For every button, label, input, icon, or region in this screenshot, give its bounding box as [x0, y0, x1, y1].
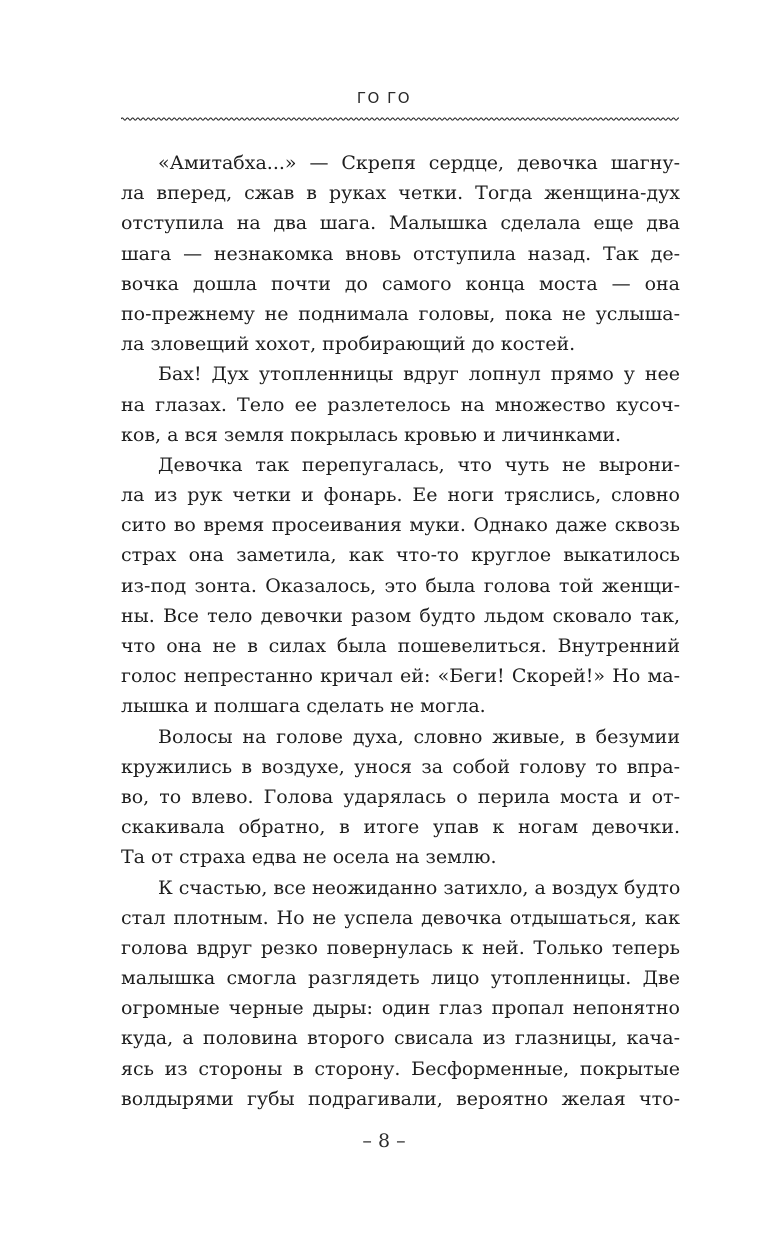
decorative-wavy-rule — [121, 114, 679, 124]
text-line: скакивала обратно, в итоге упав к ногам девочки. — [121, 816, 680, 839]
text-line: из-под зонта. Оказалось, это была голова той женщи- — [121, 574, 680, 597]
text-line: ла из рук четки и фонарь. Ее ноги тряслись, словно — [121, 484, 680, 507]
text-line: малышка смогла разглядеть лицо утопленницы. Две — [121, 967, 680, 990]
text-line: Бах! Дух утопленницы вдруг лопнул прямо у нее — [158, 363, 680, 386]
page-number: – 8 – — [362, 1130, 406, 1152]
text-line: ла вперед, сжав в руках четки. Тогда женщина-дух — [121, 182, 680, 205]
text-line: лышка и полшага сделать не могла. — [121, 695, 486, 718]
text-line: во, то влево. Голова ударялась о перила моста и от- — [121, 785, 680, 808]
text-line: сито во время просеивания муки. Однако даже сквозь — [121, 514, 680, 537]
running-title: ГО ГО — [356, 89, 412, 107]
text-line: вочка дошла почти до самого конца моста — она — [121, 272, 680, 295]
text-line: волдырями губы подрагивали, вероятно желая что- — [121, 1087, 680, 1110]
text-line: на глазах. Тело ее разлетелось на множество кусоч- — [121, 393, 680, 416]
text-line: голос непрестанно кричал ей: «Беги! Скорей!» Но ма- — [121, 665, 680, 688]
text-line: голова вдруг резко повернулась к ней. Только теперь — [121, 936, 680, 959]
text-line: стал плотным. Но не успела девочка отдышаться, как — [121, 906, 680, 929]
text-line: «Амитабха...» — Скрепя сердце, девочка шагну- — [158, 152, 680, 174]
text-line: ясь из стороны в сторону. Бесформенные, покрытые — [121, 1057, 680, 1080]
text-line: Та от страха едва не осела на землю. — [121, 846, 497, 869]
text-line: отступила на два шага. Малышка сделала еще два — [121, 212, 680, 235]
text-line: куда, а половина второго свисала из глазницы, кача- — [121, 1027, 680, 1050]
text-line: огромные черные дыры: один глаз пропал непонятно — [121, 997, 680, 1020]
text-line: Девочка так перепугалась, что чуть не вырони- — [158, 453, 680, 476]
text-line: К счастью, все неожиданно затихло, а воздух будто — [158, 876, 681, 899]
text-line: кружились в воздухе, унося за собой голову то впра- — [121, 755, 680, 778]
text-line: ков, а вся земля покрылась кровью и личинками. — [121, 423, 622, 446]
text-line: по-прежнему не поднимала головы, пока не услыша- — [121, 302, 680, 325]
text-line: ла зловещий хохот, пробирающий до костей. — [121, 333, 576, 356]
text-body — [121, 148, 680, 1114]
text-line: шага — незнакомка вновь отступила назад. Так де- — [121, 242, 680, 265]
text-line: ны. Все тело девочки разом будто льдом сковало так, — [121, 604, 680, 627]
text-line: страх она заметила, как что-то круглое выкатилось — [121, 544, 680, 567]
text-line: что она не в силах была пошевелиться. Внутренний — [121, 635, 680, 657]
text-line: Волосы на голове духа, словно живые, в безумии — [158, 725, 680, 748]
